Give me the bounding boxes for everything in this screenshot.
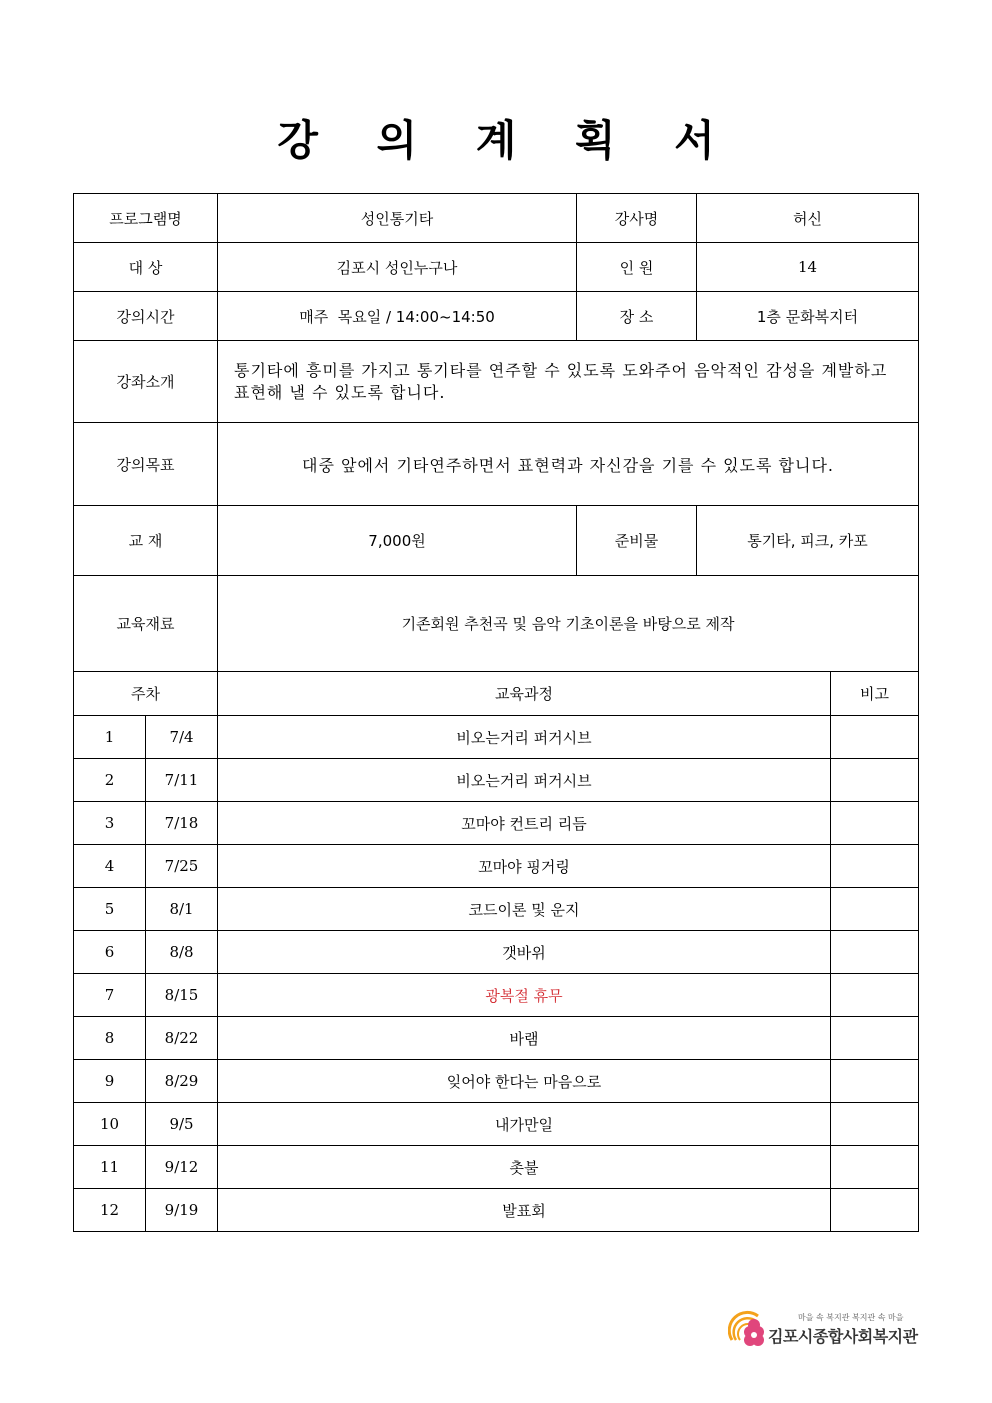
textbook-row (74, 506, 919, 576)
week-date: 8/1 (146, 888, 218, 931)
page-title: 강 의 계 획 서 (277, 116, 737, 165)
week-note (831, 716, 919, 759)
table-row (74, 888, 919, 931)
supplies-value: 통기타, 피크, 카포 (697, 506, 919, 576)
supplies-label: 준비물 (577, 506, 697, 576)
week-date: 8/15 (146, 974, 218, 1017)
week-note (831, 931, 919, 974)
schedule-body (74, 716, 919, 1232)
target-row (74, 243, 919, 292)
table-row (74, 802, 919, 845)
table-row (74, 1146, 919, 1189)
course-title: 꼬마야 핑거링 (218, 845, 831, 888)
week-number: 8 (74, 1017, 146, 1060)
week-number: 1 (74, 716, 146, 759)
headcount-value: 14 (697, 243, 919, 292)
course-title: 비오는거리 퍼거시브 (218, 759, 831, 802)
week-note (831, 1060, 919, 1103)
lecture-plan-table (73, 193, 919, 1232)
week-number: 5 (74, 888, 146, 931)
table-row (74, 1017, 919, 1060)
intro-label: 강좌소개 (74, 341, 218, 423)
target-value: 김포시 성인누구나 (218, 243, 577, 292)
goal-value: 대중 앞에서 기타연주하면서 표현력과 자신감을 기를 수 있도록 합니다. (218, 423, 919, 506)
textbook-label: 교 재 (74, 506, 218, 576)
table-row (74, 1060, 919, 1103)
course-title: 잊어야 한다는 마음으로 (218, 1060, 831, 1103)
instructor-label: 강사명 (577, 194, 697, 243)
week-header: 주차 (74, 672, 218, 716)
table-row (74, 716, 919, 759)
table-row (74, 1189, 919, 1232)
week-note (831, 888, 919, 931)
week-date: 8/22 (146, 1017, 218, 1060)
goal-row (74, 423, 919, 506)
logo-tagline: 마을 속 복지관 복지관 속 마을 (798, 1313, 904, 1322)
week-number: 6 (74, 931, 146, 974)
week-note (831, 845, 919, 888)
week-number: 7 (74, 974, 146, 1017)
week-date: 9/12 (146, 1146, 218, 1189)
intro-value: 통기타에 흥미를 가지고 통기타를 연주할 수 있도록 도와주어 음악적인 감성을 계발하고 표현해 낼 수 있도록 합니다. (218, 341, 919, 423)
table-row (74, 1103, 919, 1146)
table-row (74, 931, 919, 974)
week-note (831, 974, 919, 1017)
target-label: 대 상 (74, 243, 218, 292)
logo-name: 김포시종합사회복지관 (768, 1327, 918, 1346)
week-note (831, 1189, 919, 1232)
program-label: 프로그램명 (74, 194, 218, 243)
week-note (831, 802, 919, 845)
course-title: 광복절 휴무 (218, 974, 831, 1017)
program-row (74, 194, 919, 243)
instructor-value: 허신 (697, 194, 919, 243)
course-title: 바램 (218, 1017, 831, 1060)
week-number: 3 (74, 802, 146, 845)
program-value: 성인통기타 (218, 194, 577, 243)
place-value: 1층 문화복지터 (697, 292, 919, 341)
materials-row (74, 576, 919, 672)
headcount-label: 인 원 (577, 243, 697, 292)
materials-value: 기존회원 추천곡 및 음악 기초이론을 바탕으로 제작 (218, 576, 919, 672)
table-row (74, 759, 919, 802)
goal-label: 강의목표 (74, 423, 218, 506)
table-row (74, 845, 919, 888)
table-row (74, 974, 919, 1017)
week-number: 12 (74, 1189, 146, 1232)
week-note (831, 1103, 919, 1146)
place-label: 장 소 (577, 292, 697, 341)
course-title: 발표회 (218, 1189, 831, 1232)
week-number: 4 (74, 845, 146, 888)
course-title: 내가만일 (218, 1103, 831, 1146)
welfare-center-logo (728, 1308, 928, 1354)
time-value: 매주 목요일 / 14:00~14:50 (218, 292, 577, 341)
course-title: 코드이론 및 운지 (218, 888, 831, 931)
week-date: 8/8 (146, 931, 218, 974)
week-date: 9/5 (146, 1103, 218, 1146)
note-header: 비고 (831, 672, 919, 716)
time-label: 강의시간 (74, 292, 218, 341)
course-title: 갯바위 (218, 931, 831, 974)
intro-row (74, 341, 919, 423)
week-date: 7/11 (146, 759, 218, 802)
flower-logo-icon (728, 1310, 772, 1352)
course-title: 꼬마야 컨트리 리듬 (218, 802, 831, 845)
schedule-header-row (74, 672, 919, 716)
week-number: 11 (74, 1146, 146, 1189)
week-note (831, 759, 919, 802)
week-date: 9/19 (146, 1189, 218, 1232)
week-number: 9 (74, 1060, 146, 1103)
week-number: 10 (74, 1103, 146, 1146)
course-title: 촛불 (218, 1146, 831, 1189)
materials-label: 교육재료 (74, 576, 218, 672)
week-date: 7/18 (146, 802, 218, 845)
week-date: 7/25 (146, 845, 218, 888)
week-note (831, 1017, 919, 1060)
course-header: 교육과정 (218, 672, 831, 716)
week-note (831, 1146, 919, 1189)
course-title: 비오는거리 퍼거시브 (218, 716, 831, 759)
week-date: 8/29 (146, 1060, 218, 1103)
textbook-value: 7,000원 (218, 506, 577, 576)
time-row (74, 292, 919, 341)
week-date: 7/4 (146, 716, 218, 759)
week-number: 2 (74, 759, 146, 802)
